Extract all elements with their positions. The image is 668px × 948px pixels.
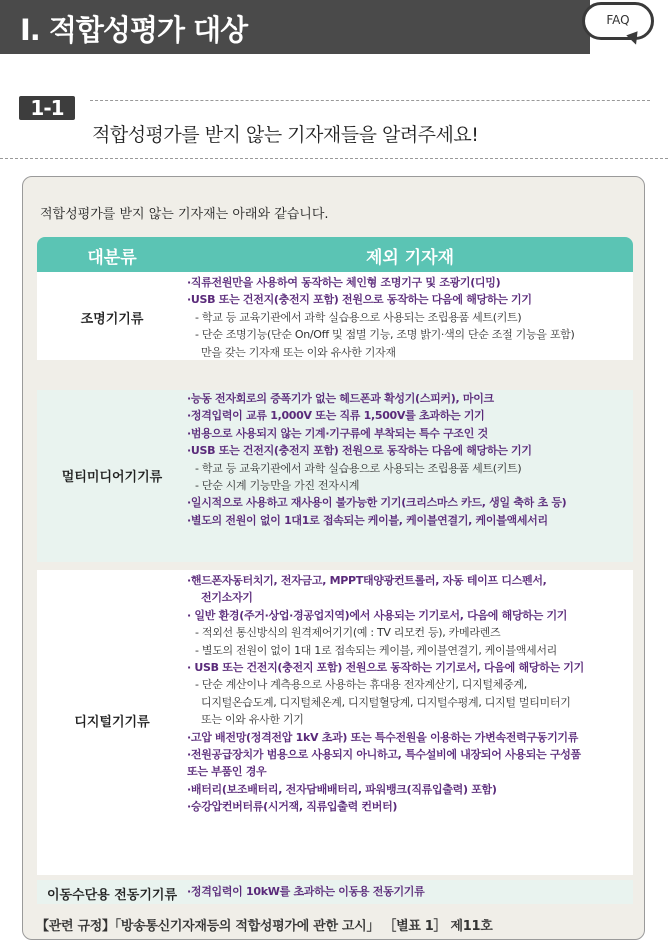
table-row	[37, 880, 633, 904]
row-items	[187, 572, 637, 816]
row-category: 조명기기류	[80, 312, 144, 327]
divider-bottom	[0, 158, 668, 159]
answer-intro: 적합성평가를 받지 않는 기자재는 아래와 같습니다.	[40, 207, 329, 222]
row-items	[187, 883, 637, 900]
excluded-item: ·범용으로 사용되지 않는 기계·기구류에 부착되는 특수 구조인 것	[187, 426, 488, 440]
question-text: 적합성평가를 받지 않는 기자재들을 알려주세요!	[92, 124, 479, 146]
excluded-item: ·고압 배전망(정격전압 1kV 초과) 또는 특수전원을 이용하는 가변속전력구동기기류	[187, 730, 579, 744]
row-category: 이동수단용 전동기기류	[46, 888, 178, 903]
excluded-item: - 적외선 통신방식의 원격제어기기(예 : TV 리모컨 등), 카메라렌즈	[195, 626, 501, 640]
table-row	[37, 272, 633, 360]
excluded-item: ·정격입력이 교류 1,000V 또는 직류 1,500V를 초과하는 기기	[187, 409, 485, 423]
related-regulation: 【관련 규정】「방송통신기자재등의 적합성평가에 관한 고시」 ［별표 1］ 제11호	[36, 919, 493, 934]
excluded-item: ·핸드폰자동터치기, 전자금고, MPPT태양광컨트롤러, 자동 테이프 디스펜서,	[187, 574, 547, 587]
divider-top	[90, 100, 650, 101]
excluded-item: ·직류전원만을 사용하여 동작하는 체인형 조명기구 및 조광기(디밍)	[187, 276, 501, 289]
excluded-item: · 일반 환경(주거·상업·경공업지역)에서 사용되는 기기로서, 다음에 해당하는 기기	[187, 608, 568, 622]
excluded-item: ·능동 전자회로의 증폭기가 없는 헤드폰과 확성기(스피커), 마이크	[187, 392, 494, 405]
row-category: 멀티미디어기기류	[61, 470, 163, 485]
excluded-item: ·배터리(보조배터리, 전자담배배터리, 파워뱅크(직류입출력) 포함)	[187, 782, 497, 796]
excluded-item: 만을 갖는 기자재 또는 이와 유사한 기자재	[201, 345, 396, 359]
excluded-item: - 학교 등 교육기관에서 과학 실습용으로 사용되는 조립용품 세트(키트)	[195, 310, 522, 324]
faq-badge[interactable]: FAQ	[582, 2, 654, 40]
excluded-item: - 단순 조명기능(단순 On/Off 및 점멸 기능, 조명 밝기·색의 단순 조절 기능을 포함)	[195, 328, 575, 342]
row-category: 디지털기기류	[74, 715, 150, 730]
header-category: 대분류	[87, 248, 137, 268]
section-banner	[0, 0, 590, 54]
excluded-item: 또는 부품인 경우	[187, 765, 267, 779]
excluded-item: ·USB 또는 건전지(충전지 포함) 전원으로 동작하는 다음에 해당하는 기기	[187, 444, 532, 458]
question-number: 1-1	[19, 96, 75, 120]
excluded-item: - 학교 등 교육기관에서 과학 실습용으로 사용되는 조립용품 세트(키트)	[195, 461, 522, 475]
excluded-item: ·승강압컨버터류(시거잭, 직류입출력 컨버터)	[187, 800, 398, 814]
excluded-item: ·별도의 전원이 없이 1대1로 접속되는 케이블, 케이블연결기, 케이블액세서리	[187, 513, 548, 527]
excluded-item: 또는 이와 유사한 기기	[201, 713, 304, 727]
excluded-item: ·정격입력이 10kW를 초과하는 이동용 전동기기류	[187, 885, 425, 898]
row-items	[187, 390, 637, 529]
excluded-item: · USB 또는 건전지(충전지 포함) 전원으로 동작하는 기기로서, 다음에 해당하는 기기	[187, 661, 584, 675]
section-title: I. 적합성평가 대상	[20, 13, 248, 47]
excluded-item: ·전원공급장치가 범용으로 사용되지 아니하고, 특수설비에 내장되어 사용되는 구성품	[187, 748, 581, 762]
excluded-item: ·USB 또는 건전지(충전지 포함) 전원으로 동작하는 다음에 해당하는 기기	[187, 293, 532, 307]
excluded-item: ·일시적으로 사용하고 재사용이 불가능한 기기(크리스마스 카드, 생일 축하 초 등)	[187, 496, 567, 510]
table-header	[37, 237, 633, 272]
excluded-item: 디지털온습도계, 디지털체온계, 디지털혈당계, 디지털수평계, 디지털 멀티미터기	[201, 695, 571, 709]
row-items	[187, 274, 637, 361]
excluded-item: - 별도의 전원이 없이 1대 1로 접속되는 케이블, 케이블연결기, 케이블액세서리	[195, 643, 558, 657]
table-row	[37, 570, 633, 875]
table-row	[37, 390, 633, 562]
excluded-item: 전기소자기	[201, 591, 253, 605]
header-excluded: 제외 기자재	[365, 248, 455, 268]
excluded-item: - 단순 시계 기능만을 가진 전자시계	[195, 479, 360, 493]
excluded-item: - 단순 계산이나 계측용으로 사용하는 휴대용 전자계산기, 디지털체중계,	[195, 678, 527, 692]
